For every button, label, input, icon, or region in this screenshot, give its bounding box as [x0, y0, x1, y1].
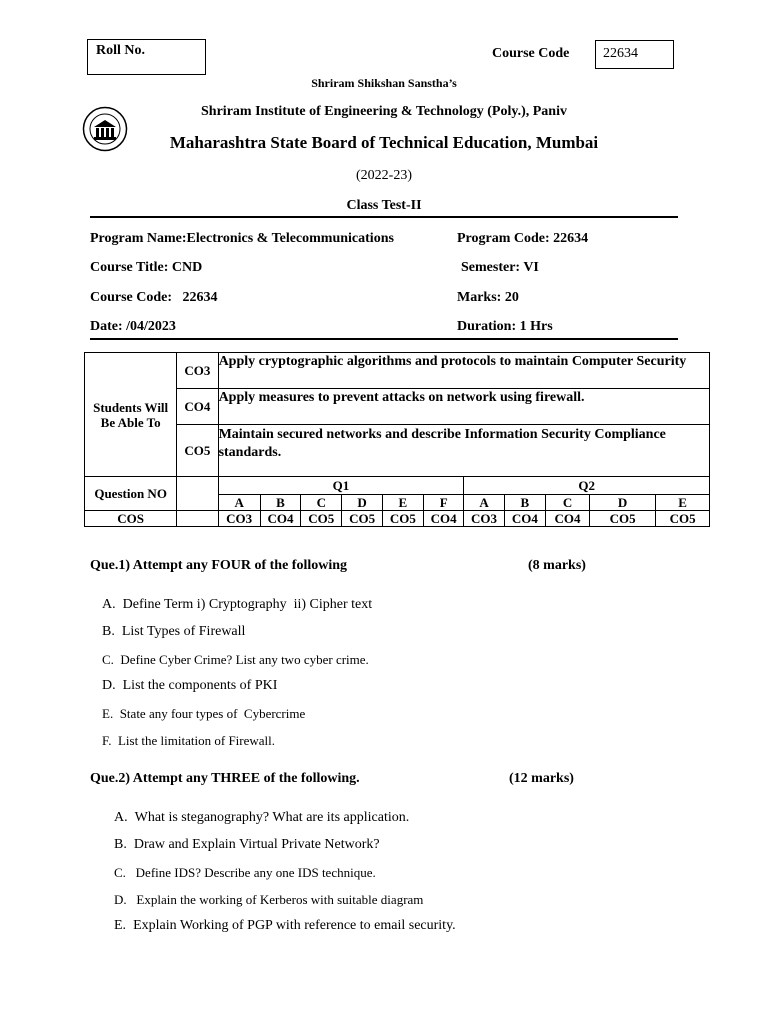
q2-header: Q2: [464, 477, 710, 495]
q1-co: CO5: [301, 511, 342, 527]
q1-co: CO4: [260, 511, 300, 527]
q2-part: B: [504, 495, 545, 511]
outcome-code: CO3: [177, 353, 218, 389]
que2-marks: (12 marks): [509, 771, 574, 786]
outcome-row: [85, 353, 710, 389]
program-name: Program Name:Electronics & Telecommunications: [90, 231, 394, 246]
question-no-label: Question NO: [85, 477, 177, 511]
q1-part: F: [424, 495, 464, 511]
item-text: List the limitation of Firewall.: [117, 733, 276, 748]
q1-header: Q1: [218, 477, 464, 495]
item-letter: C.: [102, 652, 114, 667]
item-letter: E.: [102, 706, 114, 721]
outcome-row: [85, 425, 710, 477]
blank-cell: [177, 511, 218, 527]
q2-co: CO5: [656, 511, 710, 527]
item-letter: F.: [102, 733, 112, 748]
item-text: List the components of PKI: [122, 678, 278, 693]
divider-top: [90, 216, 678, 218]
que1-item-c: [102, 652, 369, 668]
q1-part: C: [301, 495, 342, 511]
cos-label: COS: [85, 511, 177, 527]
que2-item-b: [114, 837, 380, 853]
que1-title: Que.1) Attempt any FOUR of the following: [90, 558, 348, 573]
item-text: Explain Working of PGP with reference to email security.: [133, 918, 456, 933]
que2-item-e: [114, 918, 456, 934]
que2-item-c: [114, 865, 376, 881]
q2-co: CO5: [590, 511, 656, 527]
institute-name: Shriram Institute of Engineering & Technology (Poly.), Paniv: [201, 104, 567, 119]
item-letter: B.: [114, 837, 127, 852]
q2-co: CO3: [464, 511, 504, 527]
que1-item-b: [102, 624, 245, 640]
divider-bottom: [90, 338, 678, 340]
q1-part: A: [218, 495, 260, 511]
item-letter: C.: [114, 865, 126, 880]
q2-co: CO4: [504, 511, 545, 527]
cos-row: [85, 511, 710, 527]
que2-item-a: [114, 810, 409, 826]
item-text: Explain the working of Kerberos with suitable diagram: [133, 892, 424, 907]
q1-co: CO5: [382, 511, 423, 527]
item-text: Draw and Explain Virtual Private Network?: [133, 837, 380, 852]
program-code: Program Code: 22634: [457, 231, 589, 246]
course-title: Course Title: CND: [90, 260, 203, 275]
item-text: List Types of Firewall: [121, 624, 246, 639]
question-header-row: [85, 477, 710, 495]
board-name: Maharashtra State Board of Technical Education, Mumbai: [169, 133, 599, 152]
roll-number-box: [87, 39, 206, 75]
q2-part: D: [590, 495, 656, 511]
que1-item-d: [102, 678, 277, 694]
que1-item-e: [102, 706, 305, 722]
q1-co: CO4: [424, 511, 464, 527]
item-letter: E.: [114, 918, 127, 933]
item-text: Define Cyber Crime? List any two cyber crime.: [120, 652, 369, 667]
roll-number-label: Roll No.: [96, 43, 145, 58]
q1-part: E: [382, 495, 423, 511]
test-title: Class Test-II: [346, 198, 422, 213]
outcome-code: CO5: [177, 425, 218, 477]
outcome-text: Maintain secured networks and describe Information Security Compliance standards.: [218, 425, 709, 477]
item-letter: A.: [114, 810, 128, 825]
q1-part: D: [342, 495, 382, 511]
course-code-label: Course Code: [492, 46, 570, 61]
item-letter: B.: [102, 624, 115, 639]
item-text: Define IDS? Describe any one IDS technique.: [132, 865, 376, 880]
item-letter: D.: [114, 892, 127, 907]
blank-cell: [177, 477, 218, 511]
item-text: Define Term i) Cryptography ii) Cipher text: [122, 597, 373, 612]
semester: Semester: VI: [461, 260, 539, 275]
course-code-info: Course Code: 22634: [90, 290, 218, 305]
q1-co: CO3: [218, 511, 260, 527]
course-outcome-table: [84, 352, 710, 527]
que1-item-a: [102, 597, 372, 613]
item-text: State any four types of Cybercrime: [119, 706, 306, 721]
marks: Marks: 20: [457, 290, 519, 305]
que2-item-d: [114, 892, 423, 908]
duration: Duration: 1 Hrs: [457, 319, 553, 334]
item-letter: D.: [102, 678, 116, 693]
q1-part: B: [260, 495, 300, 511]
outcome-code: CO4: [177, 389, 218, 425]
outcome-text: Apply cryptographic algorithms and protocols to maintain Computer Security: [218, 353, 709, 389]
q1-co: CO5: [342, 511, 382, 527]
q2-co: CO4: [545, 511, 589, 527]
exam-date: Date: /04/2023: [90, 319, 176, 334]
course-code-value: 22634: [603, 46, 638, 61]
q2-part: E: [656, 495, 710, 511]
item-letter: A.: [102, 597, 116, 612]
outcome-row: [85, 389, 710, 425]
q2-part: A: [464, 495, 504, 511]
que1-item-f: [102, 733, 275, 749]
academic-year: (2022-23): [356, 168, 412, 183]
item-text: What is steganography? What are its application.: [134, 810, 410, 825]
q2-part: C: [545, 495, 589, 511]
students-will-label: Students Will Be Able To: [85, 353, 177, 477]
outcome-text: Apply measures to prevent attacks on network using firewall.: [218, 389, 709, 425]
que2-title: Que.2) Attempt any THREE of the following.: [90, 771, 360, 786]
course-code-box: [595, 40, 674, 69]
que1-marks: (8 marks): [528, 558, 586, 573]
sanstha-name: Shriram Shikshan Sanstha’s: [311, 76, 457, 90]
